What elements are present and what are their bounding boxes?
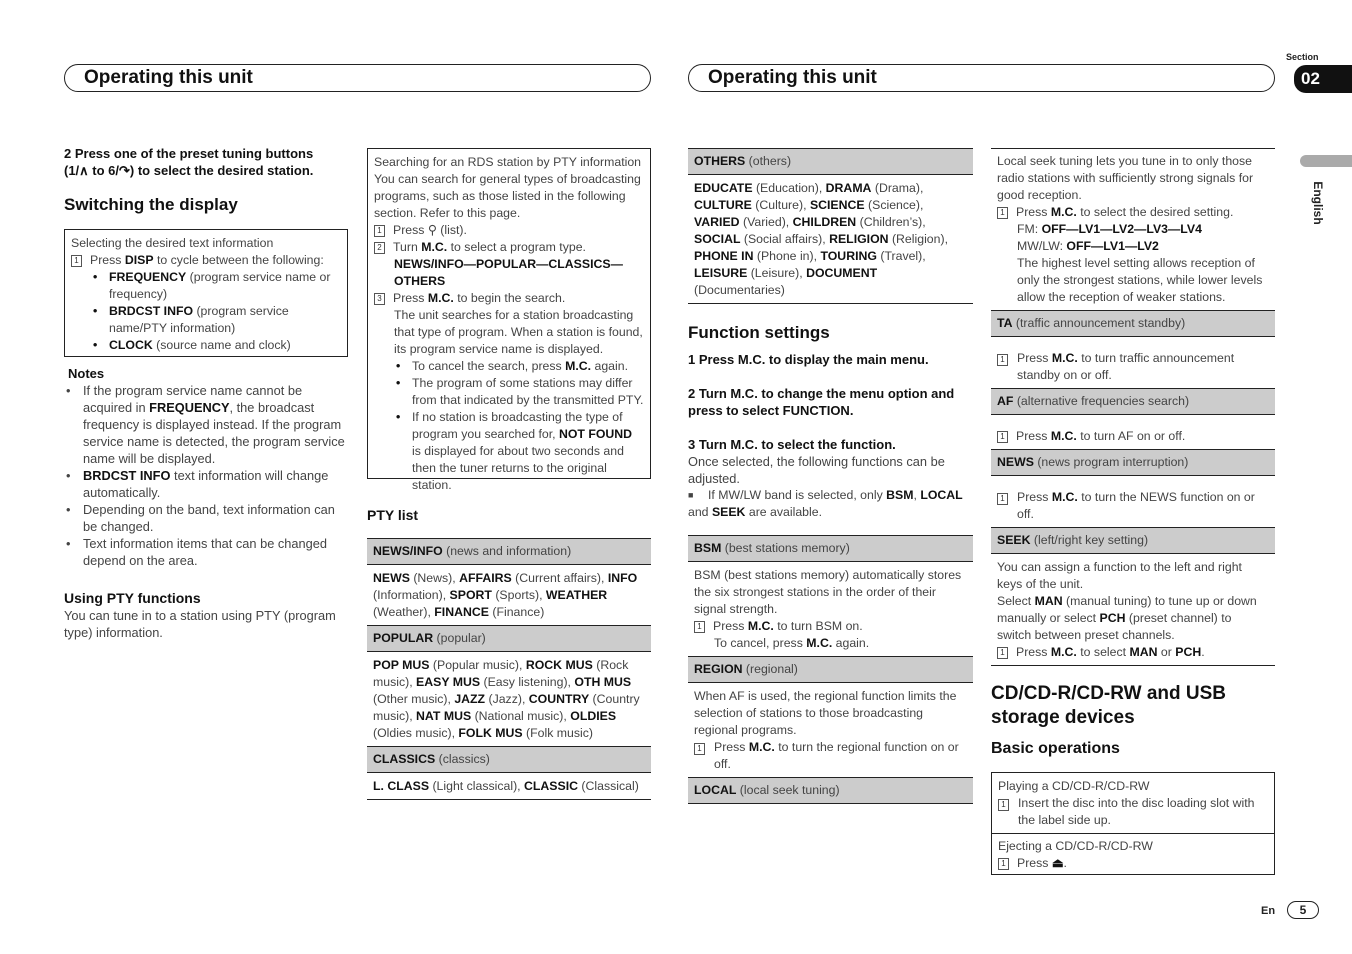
step-number-icon: 1 (997, 431, 1008, 443)
table-header-bsm: BSM (best stations memory) (688, 536, 973, 562)
pty-functions-text: You can tune in to a station using PTY (program type) information. (64, 608, 336, 640)
table-body-bsm: BSM (best stations memory) automatically stores the six strongest stations in the order of their signal strength. 1 Press M.C. to turn BSM on. To cancel, press M.C. again. (688, 562, 973, 657)
note-item: • If the program service name cannot be acquired in FREQUENCY, the broadcast frequency is displayed instead. If the program service name is detected, the program service name will be displayed. (64, 382, 348, 467)
step-number-icon: 1 (998, 799, 1009, 811)
table-body-others: EDUCATE (Education), DRAMA (Drama), CULTURE (Culture), SCIENCE (Science), VARIED (Varied), CHILDREN (Children’s), SOCIAL (Social affairs), RELIGION (Religion), PHONE IN (Phone in), TOURING (Travel), LEISURE (Leisure), DOCUMENT (Documentaries) (688, 175, 973, 304)
list-item: • CLOCK (source name and clock) (71, 337, 341, 354)
display-info-box: Selecting the desired text information 1 Press DISP to cycle between the following: • FREQUENCY (program service name or frequency) • BRDCST INFO (program service name/PTY information) • CLOCK (source name and clock) (64, 229, 348, 357)
note-item: • BRDCST INFO text information will change automatically. (64, 467, 348, 501)
table-header-others: OTHERS (others) (688, 148, 973, 175)
function-step-3: 3 Turn M.C. to select the function. (688, 437, 896, 452)
function-step-1: 1 Press M.C. to display the main menu. (688, 352, 929, 367)
list-item: • The program of some stations may differ from that indicated by the transmitted PTY. (374, 375, 644, 409)
section-number: 02 (1301, 69, 1320, 88)
eject-cd-section: Ejecting a CD/CD-R/CD-RW 1 Press ⏏. (998, 839, 1153, 870)
right-section-header (688, 64, 1275, 92)
pty-search-box: Searching for an RDS station by PTY information You can search for general types of broadcasting programs, such as those listed in the following section. Refer to this page. 1 Press ⚲ (list). 2 Turn M.C. to select a program type. NEWS/INFO—POPULAR—CLASSICS—OTHERS 3 Press M.C. to begin the search. The unit searches for a station broadcasting that type of program. When a station is found, its program service name is displayed. • To cancel the search, press M.C. again. • The program of some stations may differ from that indicated by the transmitted PTY. • If no station is broadcasting the type of program you searched for, NOT FOUND is displayed for about two seconds and then the tuner returns to the original station. (367, 148, 651, 479)
page-number: 5 (1287, 901, 1319, 919)
notes-section (64, 365, 348, 641)
table-body-af: 1 Press M.C. to turn AF on or off. (991, 415, 1275, 450)
language-tab-label: English (1311, 181, 1325, 225)
function-settings-title: Function settings (688, 323, 830, 342)
step-number-icon: 1 (998, 858, 1009, 870)
step-number-icon: 1 (71, 255, 82, 267)
table-body-seek: You can assign a function to the left and right keys of the unit. Select MAN (manual tuning) to tune up or down manually or select PCH (preset channel) to switch between preset channels. 1 Press M.C. to select MAN or PCH. (991, 554, 1275, 666)
list-item: • If no station is broadcasting the type of program you searched for, NOT FOUND is displayed for about two seconds and then the tuner returns to the original station. (374, 409, 644, 494)
pty-search-title: Searching for an RDS station by PTY information (374, 155, 642, 169)
notes-title: Notes (68, 366, 105, 381)
list-item: • To cancel the search, press M.C. again. (374, 358, 644, 375)
column-4 (991, 148, 1275, 666)
section-label: Section (1286, 52, 1319, 62)
table-header-row: NEWS/INFO (news and information) (367, 538, 651, 565)
step-number-icon: 1 (997, 647, 1008, 659)
basic-operations-title: Basic operations (991, 740, 1120, 757)
table-header-row: CLASSICS (classics) (367, 747, 651, 773)
cd-usb-title: CD/CD-R/CD-RW and USB storage devices (991, 683, 1227, 728)
table-body-region: When AF is used, the regional function limits the selection of stations to those broadcasting regional programs. 1 Press M.C. to turn the regional function on or off. (688, 683, 973, 778)
play-cd-section: Playing a CD/CD-R/CD-RW 1 Insert the disc into the disc loading slot with the label side up. (992, 773, 1274, 834)
step-number-icon: 1 (997, 493, 1008, 505)
eject-icon: ⏏ (1051, 856, 1064, 870)
table-header-seek: SEEK (left/right key setting) (991, 528, 1275, 554)
table-body-news: 1 Press M.C. to turn the NEWS function on or off. (991, 476, 1275, 528)
function-step-2: 2 Turn M.C. to change the menu option and press to select FUNCTION. (688, 386, 955, 418)
step-number-icon: 1 (997, 354, 1008, 366)
pty-list-title: PTY list (367, 507, 419, 523)
note-item: • Text information items that can be changed depend on the area. (64, 535, 348, 569)
preset-step-line1: 2 Press one of the preset tuning buttons (64, 146, 314, 161)
preset-step-line2: (1/∧ to 6/↷) to select the desired station. (64, 163, 314, 178)
cd-section (991, 682, 1275, 758)
step-number-icon: 1 (374, 225, 385, 237)
table-row: L. CLASS (Light classical), CLASSIC (Classical) (367, 773, 651, 800)
table-header-local: LOCAL (local seek tuning) (688, 778, 973, 804)
note-item: • Depending on the band, text information can be changed. (64, 501, 348, 535)
switching-display-title: Switching the display (64, 195, 238, 214)
table-body-ta: 1 Press M.C. to turn traffic announcement standby on or off. (991, 337, 1275, 389)
list-item: • BRDCST INFO (program service name/PTY information) (71, 303, 341, 337)
language-tab-marker (1300, 155, 1352, 167)
table-body-local: Local seek tuning lets you tune in to only those radio stations with sufficiently strong signals for good reception. 1 Press M.C. to select the desired setting. FM: OFF—LV1—LV2—LV3—LV4 MW/LW: OFF—LV1—LV2 The highest level setting allows reception of only the strongest stations, while lower levels allow the reception of weaker stations. (991, 148, 1275, 310)
list-item: • FREQUENCY (program service name or frequency) (71, 269, 341, 303)
display-box-title: Selecting the desired text information (71, 236, 274, 250)
step-number-icon: 1 (694, 743, 705, 755)
language-code: En (1261, 905, 1276, 917)
step-number-icon: 2 (374, 242, 385, 254)
left-header-title: Operating this unit (84, 67, 253, 88)
table-row: POP MUS (Popular music), ROCK MUS (Rock music), EASY MUS (Easy listening), OTH MUS (Other music), JAZZ (Jazz), COUNTRY (Country music), NAT MUS (National music), OLDIES (Oldies music), FOLK MUS (Folk music) (367, 652, 651, 747)
table-header-region: REGION (regional) (688, 657, 973, 683)
pty-search-intro: You can search for general types of broadcasting programs, such as those listed in the following section. Refer to this page. (374, 172, 641, 220)
band-note: ■ If MW/LW band is selected, only BSM, LOCAL (688, 488, 963, 502)
search-list-icon: ⚲ (427, 223, 437, 237)
program-type-options: NEWS/INFO—POPULAR—CLASSICS—OTHERS (394, 257, 623, 288)
step-number-icon: 1 (997, 207, 1008, 219)
table-header-news: NEWS (news program interruption) (991, 450, 1275, 476)
column-1 (64, 145, 348, 215)
pty-functions-title: Using PTY functions (64, 590, 201, 606)
pty-table (367, 538, 651, 800)
section-tab (1294, 65, 1352, 93)
right-header-title: Operating this unit (708, 67, 877, 88)
table-header-row: POPULAR (popular) (367, 626, 651, 652)
left-section-header (64, 64, 651, 92)
column-3: OTHERS (others) EDUCATE (Education), DRAMA (Drama), CULTURE (Culture), SCIENCE (Science), VARIED (Varied), CHILDREN (Children’s), SOCIAL (Social affairs), RELIGION (Religion), PHONE IN (Phone in), TOURING (Travel), LEISURE (Leisure), DOCUMENT (Documentaries) Function settings 1 Press M.C. to display the main menu. 2 Turn M.C. to change the menu option and press to select FUNCTION. 3 Turn M.C. to select the function. Once selected, the following functions can be adjusted. ■ If MW/LW band is selected, only BSM, LOCAL and SEEK are available. BSM (best stations memory) BSM (best stations memory) automatically stores the six strongest stations in the order of their signal strength. 1 Press M.C. to turn BSM on. To cancel, press M.C. again. REGION (regional) When AF is used, the regional function limits the selection of stations to those broadcasting regional programs. 1 Press M.C. to turn the regional function on or off. LOCAL (local seek tuning) (688, 148, 973, 804)
table-header-af: AF (alternative frequencies search) (991, 389, 1275, 415)
cd-operations-box (991, 772, 1275, 875)
table-row: NEWS (News), AFFAIRS (Current affairs), INFO (Information), SPORT (Sports), WEATHER (Weather), FINANCE (Finance) (367, 565, 651, 626)
step-number-icon: 1 (694, 621, 705, 633)
table-header-ta: TA (traffic announcement standby) (991, 310, 1275, 337)
step-number-icon: 3 (374, 293, 385, 305)
pty-list (367, 507, 651, 800)
